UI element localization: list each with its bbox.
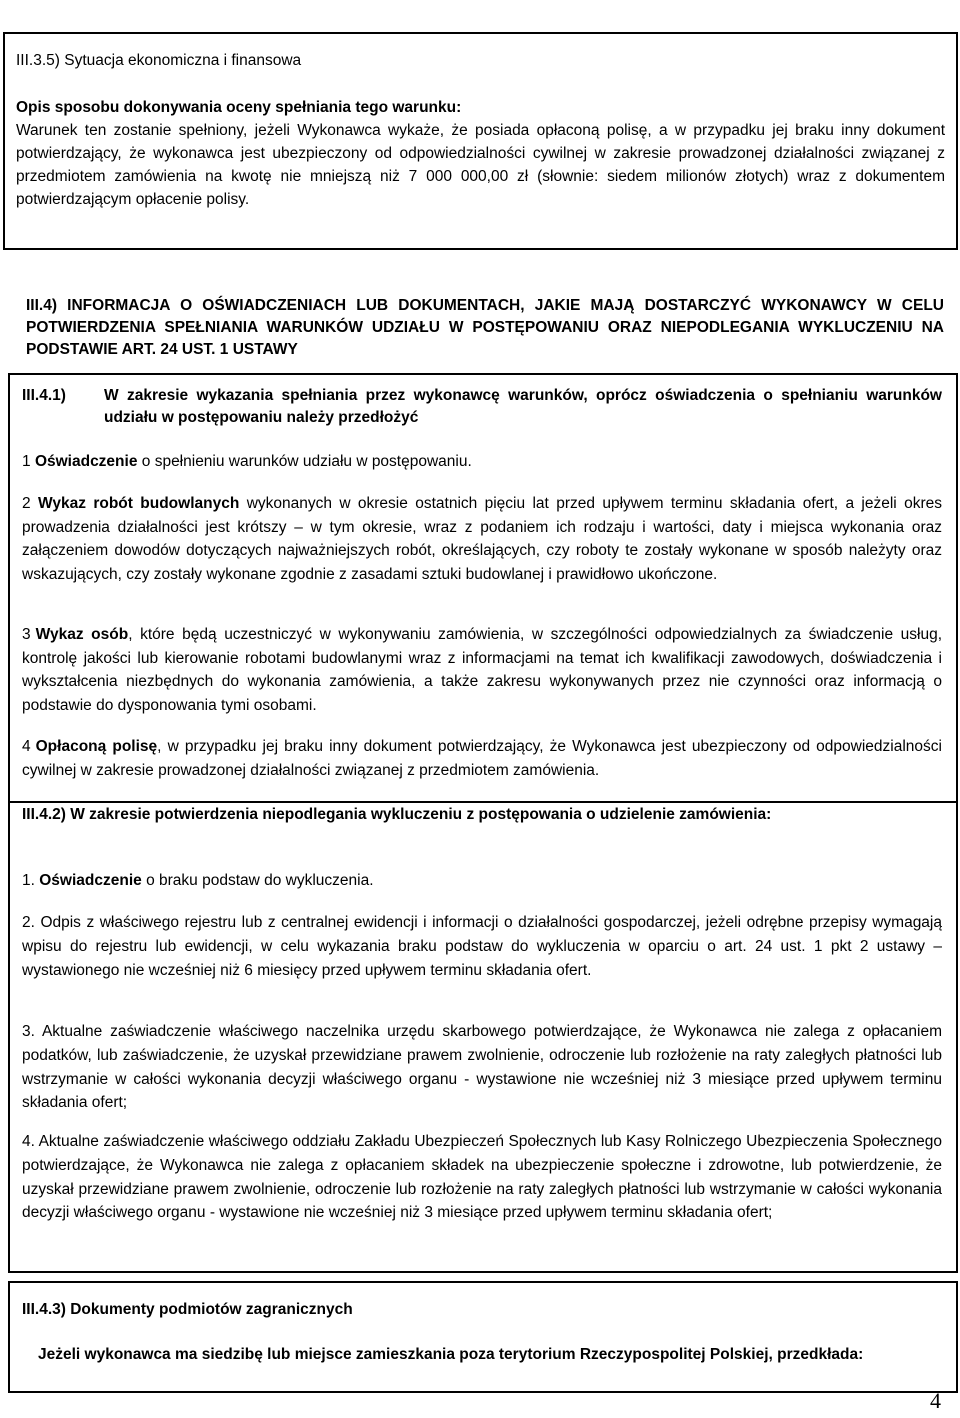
section-subtitle: Opis sposobu dokonywania oceny spełniania tego warunku: xyxy=(16,99,462,116)
item-text: wykonanych w okresie ostatnich pięciu lat przed upływem terminu składania ofert, a jeżeli okres prowadzenia działalności jest krótszy – w tym okresie, wraz z podaniem ich rodzaju i wartości, daty i miejsca wykonania oraz załączeniem dowodów dotyczących najważniejszych robót, określających, czy roboty te zostały wykonane w sposób należyty oraz wskazujących, czy zostały wykonane zgodnie z zasadami sztuki budowlanej i prawidłowo ukończone. xyxy=(22,495,943,583)
item-number: 3 xyxy=(22,626,31,643)
section-4-3-box xyxy=(8,1281,958,1393)
section-4-1-number: III.4.1) xyxy=(22,387,66,404)
item-bold: Wykaz robót budowlanych xyxy=(38,495,240,512)
item-number: 2 xyxy=(22,495,31,512)
list-item-works xyxy=(22,492,942,586)
item-bold: Oświadczenie xyxy=(39,872,142,889)
item-text: o braku podstaw do wykluczenia. xyxy=(146,872,374,889)
section-4-heading: III.4) INFORMACJA O OŚWIADCZENIACH LUB DOKUMENTACH, JAKIE MAJĄ DOSTARCZYĆ WYKONAWCY W CELU POTWIERDZENIA SPEŁNIANIA WARUNKÓW UDZIAŁU W POSTĘPOWANIU ORAZ NIEPODLEGANIA WYKLUCZENIU NA PODSTAWIE ART. 24 UST. 1 USTAWY xyxy=(26,297,944,358)
item-bold: Oświadczenie xyxy=(34,453,138,470)
exclusion-item-2: 2. Odpis z właściwego rejestru lub z centralnej ewidencji i informacji o działalności gospodarczej, jeżeli odrębne przepisy wymagają wpisu do rejestru lub ewidencji, w celu wykazania braku podstaw do wykluczenia w oparciu o art. 24 ust. 1 pkt 2 ustawy – wystawionego nie wcześniej niż 6 miesięcy przed upływem terminu składania ofert. xyxy=(22,914,942,979)
section-title: III.3.5) Sytuacja ekonomiczna i finansowa xyxy=(16,52,302,69)
item-number: 4 xyxy=(22,738,31,755)
section-4-1-heading: W zakresie wykazania spełniania przez wykonawcę warunków, oprócz oświadczenia o spełnianiu warunków udziału w postępowaniu należy przedłożyć xyxy=(104,387,942,426)
list-item-persons xyxy=(22,623,942,717)
exclusion-item-1 xyxy=(22,870,942,891)
section-4-2-heading: III.4.2) W zakresie potwierdzenia niepodlegania wykluczeniu z postępowania o udzielenie zamówienia: xyxy=(22,806,772,823)
list-item-statement xyxy=(22,451,942,472)
list-item-policy xyxy=(22,735,942,783)
section-4-3-body: Jeżeli wykonawca ma siedzibę lub miejsce zamieszkania poza terytorium Rzeczypospolitej Polskiej, przedkłada: xyxy=(38,1346,864,1363)
exclusion-item-4: 4. Aktualne zaświadczenie właściwego oddziału Zakładu Ubezpieczeń Społecznych lub Kasy Rolniczego Ubezpieczenia Społecznego potwierdzające, że Wykonawca nie zalega z opłacaniem składek na ubezpieczenie społeczne i zdrowotne, lub potwierdzenie, że uzyskał przewidziane prawem zwolnienie, odroczenie lub rozłożenie na raty zaległych płatności lub wstrzymanie w całości wykonania decyzji właściwego organu - wystawione nie wcześniej niż 3 miesiące przed upływem terminu składania ofert; xyxy=(22,1133,942,1222)
page-number: 4 xyxy=(930,1388,941,1413)
section-4-3-heading: III.4.3) Dokumenty podmiotów zagranicznych xyxy=(22,1301,353,1318)
item-text: , które będą uczestniczyć w wykonywaniu zamówienia, w szczególności odpowiedzialnych za świadczenie usług, kontrolę jakości lub kierowanie robotami budowlanymi wraz z informacjami na temat ich kwalifikacji zawodowych, doświadczenia i wykształcenia niezbędnych do wykonania zamówienia, a także zakresu wykonywanych przez nie czynności oraz informacją o podstawie do dysponowania tymi osobami. xyxy=(22,626,943,714)
section-body: Warunek ten zostanie spełniony, jeżeli Wykonawca wykaże, że posiada opłaconą polisę, a w przypadku jej braku inny dokument potwierdzający, że wykonawca jest ubezpieczony od odpowiedzialności cywilnej w zakresie prowadzonej działalności związanej z przedmiotem zamówienia na kwotę nie mniejszą niż 7 000 000,00 zł (słownie: siedem milionów złotych) wraz z dokumentem potwierdzającym opłacenie polisy. xyxy=(16,122,945,208)
item-bold: Opłaconą polisę xyxy=(35,738,158,755)
item-number: 1. xyxy=(22,872,35,889)
exclusion-item-3: 3. Aktualne zaświadczenie właściwego naczelnika urzędu skarbowego potwierdzające, że Wykonawca nie zalega z opłacaniem podatków, lub zaświadczenie, że uzyskał przewidziane prawem zwolnienie, odroczenie lub rozłożenie na raty zaległych płatności lub wstrzymanie w całości wykonania decyzji właściwego organu - wystawione nie wcześniej niż 3 miesiące przed upływem terminu składania ofert; xyxy=(22,1023,942,1112)
item-number: 1 xyxy=(22,453,31,470)
item-text: , w przypadku jej braku inny dokument potwierdzający, że Wykonawca jest ubezpieczony od odpowiedzialności cywilnej w zakresie prowadzonej działalności związanej z przedmiotem zamówienia. xyxy=(22,738,942,779)
item-text: o spełnieniu warunków udziału w postępowaniu. xyxy=(141,453,472,470)
item-bold: Wykaz osób xyxy=(35,626,129,643)
